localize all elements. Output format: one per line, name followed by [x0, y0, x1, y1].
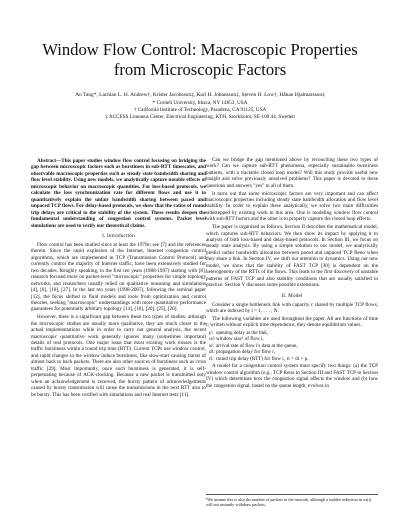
variable-description: arrival rate of flow i's data at the queue,	[216, 342, 298, 349]
affiliation-cornell: * Cornell University, Ithaca, NY 14853, USA	[152, 100, 248, 106]
intro-paragraph-2: However, there is a significant gap between these two types of studies; although the microscopic studies are usually more qualitative, they are much closer to the actual implementations while in order to carry out general analysis, the recent macroscopic quantitative work generally ignores many (sometimes important) details of real protocols. One major issue that most existing work misses is the traffic burstiness within a round trip time (RTT). Current TCPs use window control, and rapid changes in the window induce burstiness, like slow-start causing bursts of almost back to back packets. There are also other sources of burstiness such as cross traffic [29]. Most importantly, once such burstiness is generated, it is self-perpetuating because of ACK-clocking. Because a new packet is transmitted only when an acknowledgement is received, the bursty pattern of acknowledgements caused by bursty transmission will cause the transmissions in the next RTT also to be bursty. This has been verified with simulations and real Internet tests [11].	[31, 314, 206, 398]
variable-symbol: wi:	[209, 336, 216, 343]
right-paragraph-3: The paper is organized as follows. Section II describes the mathematical model, which captures sub-RTT behaviors. We then show its impact by applying it to analysis of both loss-based and delay-based protocols. In Section III, we focus on steady state analysis. By using a simple solution to our model, we analytically predict unfair bandwidth allocation between paced and unpaced TCP Reno when they share a link. In Section IV, we shift our attention to dynamics. Using our new model, we show that the stability of FAST TCP [30] is dependent on the heterogeneity of the RTTs of the flows. This leads to the first discovery of unstable patterns of FAST TCP and also stability conditions that are usually satisfied in practice. Section V discusses some possible extensions.	[206, 224, 378, 289]
affiliation-kth: ‡ ACCESS Linnaeus Center, Electrical Engineering, KTH, Stockholm, SE-100 44, Sweden	[105, 114, 295, 120]
variable-description: propagation delay for flow i,	[216, 349, 275, 356]
author-list: Ao Tang*, Lachlan L. H. Andrew†, Krister Jacobsson‡, Karl H. Johansson‡, Steven H. Low†, Håkan Hjalmarsson‡	[75, 92, 325, 98]
title-line-1: Window Flow Control: Macroscopic Properties	[42, 40, 358, 59]
right-paragraph-2: It turns out that some microscopic factors are very important and can affect macroscopic properties including steady state bandwidth allocation and flow level stability. In order to explain these analytically, we solve two main difficulties sidestepped by existing work in this area. One is modeling window flow control with sub-RTT factors and the other is to properly capture the closed loop effects.	[206, 190, 378, 223]
model-intro: Consider a single bottleneck link with capacity c shared by multiple TCP flows, which are indexed by i = 1, . . . , N.	[206, 301, 378, 315]
variable-item	[206, 356, 378, 362]
variable-symbol: di:	[209, 349, 215, 356]
variable-symbol: p:	[209, 330, 214, 337]
paper-title	[20, 40, 380, 80]
variable-description: round trip delay (RTT) for flow i, τi = di + p.	[216, 355, 309, 362]
variable-list	[206, 330, 378, 362]
variable-description: queuing delay at the link,	[216, 330, 269, 337]
variable-description: window size¹ of flow i,	[216, 336, 264, 343]
intro-paragraph-1: Flow control has been studied since at least the 1970s; see [7] and the references therein. Since the rapid explosion of the Internet, Internet congestion control algorithms, which are implemented in TCP (Transmission Control Protocol) and currently control the majority of Internet traffic, have been extensively studied for two decades. Roughly speaking, in the first ten years (1988-1997) starting with [8], research focused more on packet-level "microscopic" properties for simple topology networks, and researchers usually relied on qualitative reasoning and simulations [4], [6], [10], [27]. In the last ten years (1998-2007), following the seminal paper [12], the focus shifted to fluid models and tools from optimization and control theories, seeking "macroscopic" understandings with more quantitative performance guarantees for potentially arbitrary topology [14], [18], [20], [25], [26].	[31, 241, 206, 313]
right-paragraph-1: Can we bridge the gap mentioned above by reconciling these two types of work? Can we capture sub-RTT phenomena, especially sustainable burstiness patterns, with a tractable closed loop model? Will this study provide useful new insight and solve previously unsolved problems? This paper is devoted to these questions and answers "yes" to all of them.	[206, 157, 378, 189]
title-line-2: from Microscopic Factors	[113, 60, 287, 79]
model-variables-intro: The following variables are used throughout the paper. All are functions of time t; written without explicit time dependence, they denote equilibrium values.	[206, 315, 378, 329]
left-column	[31, 158, 206, 399]
right-column	[206, 157, 378, 390]
section-heading-introduction: I. Introduction	[102, 232, 135, 239]
section-heading-model: II. Model	[281, 292, 303, 299]
abstract: Abstract—This paper studies window flow control focusing on bridging the gap between microscopic factors such as burstiness in sub-RTT timescales, and observable macroscopic properties such as steady state bandwidth sharing and flow level stability. Using new models, we analytically capture notable effects of microscopic behavior on macroscopic quantities. For loss-based protocols, we calculate the loss synchronization rate for different flows and use it to quantitatively explain the unfair bandwidth sharing between paced and unpaced TCP flows. For delay-based protocols, we show that the ratios of round trip delays are critical to the stability of the system. These results deepen the fundamental understanding of congestion control systems. Packet level simulations are used to verify our theoretical claims.	[31, 158, 206, 229]
footnote: ¹We assume this is also the number of packets in the network, although a sudden reduction in wi(t) will not instantly withdraw packets.	[206, 494, 378, 507]
affiliation-caltech: † California Institute of Technology, Pasadena, CA 91125, USA	[133, 107, 267, 113]
model-closing-paragraph: A model for a congestion control system must specify two things: (a) the TCP window control algorithm (e.g., TCP Reno in Section III and FAST TCP in Section IV) which determines how the congestion signal affects the window and (b) how the congestion signal, based on the queue length, evolves in	[206, 363, 378, 389]
variable-symbol: τi:	[209, 355, 214, 362]
variable-symbol: xi:	[209, 342, 215, 349]
